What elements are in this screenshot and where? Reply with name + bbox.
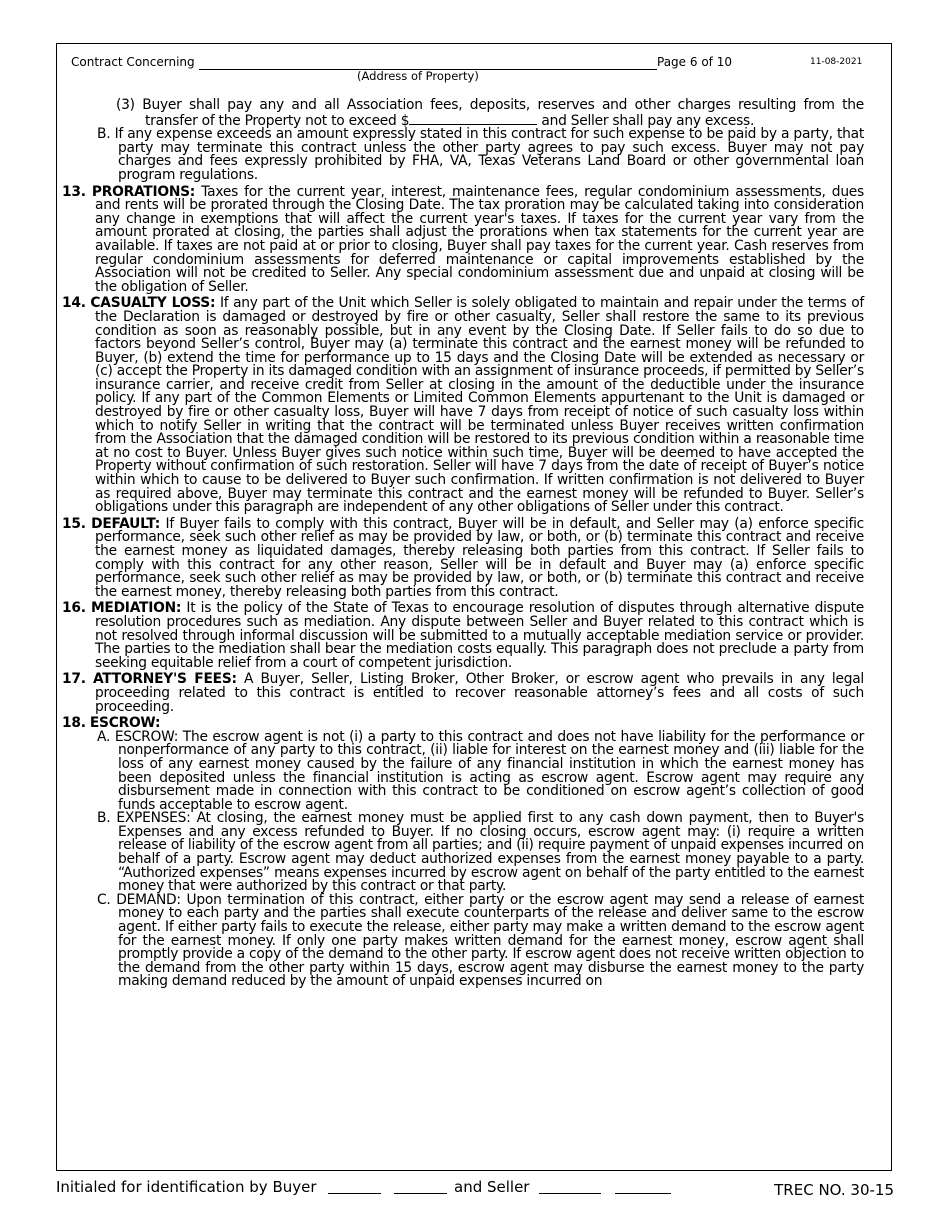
trec-form-number: TREC NO. 30-15 [774, 1181, 894, 1199]
page-footer [56, 1178, 894, 1200]
section-text: If any part of the Unit which Seller is solely obligated to maintain and repair under the terms of the Declaration is damaged or destroyed by fire or other casualty, Seller shall restore the same to its previous condition as soon as reasonably possible, but in any event by the Closing Date. If Seller fails to do so due to factors beyond Seller’s control, Buyer may (a) terminate this contract and the earnest money will be refunded to Buyer, (b) extend the time for performance up to 15 days and the Closing Date will be extended as necessary or (c) accept the Property in its damaged condition with an assignment of insurance proceeds, if permitted by Seller’s insurance carrier, and receive credit from Seller at closing in the amount of the deductible under the insurance policy. If any part of the Common Elements or Limited Common Elements appurtenant to the Unit is damaged or destroyed by fire or other casualty loss, Buyer will have 7 days from receipt of notice of such casualty loss within which to notify Seller in writing that the contract will be terminated unless Buyer receives written confirmation from the Association that the damaged condition will be restored to its previous condition within a reasonable time at no cost to Buyer. Unless Buyer gives such notice within such time, Buyer will be deemed to have accepted the Property without confirmation of such restoration. Seller will have 7 days from the date of receipt of Buyer’s notice within which to cause to be delivered to Buyer such confirmation. If written confirmation is not delivered to Buyer as required above, Buyer may terminate this contract and the earnest money will be refunded to Buyer. Seller’s obligations under this paragraph are independent of any other obligations of Seller under this contract. [95, 295, 864, 516]
item-text-cont: and Seller shall pay any excess. [537, 112, 755, 129]
section-text: It is the policy of the State of Texas to encourage resolution of disputes through alternative dispute resolution procedures such as mediation. Any dispute between Seller and Buyer related to this contract which is not resolved through informal discussion will be submitted to a mutually acceptable mediation service or provider. The parties to the mediation shall bear the mediation costs equally. This paragraph does not preclude a party from seeking equitable relief from a court of competent jurisdiction. [95, 600, 864, 671]
item-label: B. [97, 126, 111, 143]
buyer-initial-1-field[interactable] [328, 1193, 381, 1194]
buyer-initial-2-field[interactable] [394, 1193, 447, 1194]
paragraph-13-prorations [62, 183, 864, 295]
section-heading: MEDIATION: [90, 600, 182, 617]
paragraph-18-c [62, 891, 864, 990]
paragraph-17-attorneys-fees [62, 673, 864, 714]
item-text: Buyer shall pay any and all Association fees, deposits, reserves and other charges resulting from the transfer of the Property not to exceed $ [142, 97, 864, 129]
section-text: If Buyer fails to comply with this contract, Buyer will be in default, and Seller may (a) enforce specific performance, seek such other relief as may be provided by law, or both, or (b) terminate this contract and receive the earnest money as liquidated damages, thereby releasing both parties from this contract. If Seller fails to comply with this contract for any other reason, Seller will be in default and Buyer may (a) enforce specific performance, seek such other relief as may be provided by law, or both, or (b) terminate this contract and receive the earnest money, thereby releasing both parties from this contract. [95, 515, 865, 600]
paragraph-14-casualty-loss [62, 297, 864, 515]
section-number: 18. [62, 715, 86, 732]
item-text: DEMAND: Upon termination of this contract, either party or the escrow agent may send a release of earnest money to each party and the parties shall execute counterparts of the release and deliver same to the escrow agent. If either party fails to execute the release, either party may make a written demand to the escrow agent for the earnest money. If only one party makes written demand for the earnest money, escrow agent shall promptly provide a copy of the demand to the other party. If escrow agent does not receive written objection to the demand from the other party within 15 days, escrow agent may disburse the earnest money to the party making demand reduced by the amount of unpaid expenses incurred on [116, 891, 864, 990]
item-label: (3) [116, 97, 135, 113]
section-number: 15. [62, 515, 86, 532]
paragraph-18-b [62, 812, 864, 894]
paragraph-12-a-3 [62, 99, 864, 128]
item-text: ESCROW: The escrow agent is not (i) a party to this contract and does not have liability for the performance or nonperformance of any party to this contract, (ii) liable for interest on the earnest money and (iii) liable for the loss of any earnest money caused by the failure of any financial institution in which the earnest money has been deposited unless the financial institution is acting as escrow agent. Escrow agent may require any disbursement made in connection with this contract to be conditioned on escrow agent’s collection of good funds acceptable to escrow agent. [114, 728, 864, 813]
item-label: B. [97, 810, 111, 827]
paragraph-16-mediation [62, 602, 864, 670]
address-caption: (Address of Property) [357, 69, 479, 83]
section-heading: CASUALTY LOSS: [90, 295, 216, 312]
item-label: A. [97, 728, 111, 745]
section-number: 14. [62, 295, 86, 312]
page-header [71, 55, 879, 83]
page-number: Page 6 of 10 [657, 55, 732, 69]
section-number: 13. [62, 183, 86, 200]
section-heading: ESCROW: [89, 715, 161, 732]
page-frame [56, 43, 892, 1171]
item-text: EXPENSES: At closing, the earnest money must be applied first to any cash down payment, then to Buyer's Expenses and any excess refunded to Buyer. If no closing occurs, escrow agent may: (i) require a written release of liability of the escrow agent from all parties; and (ii) require payment of unpaid expenses incurred on behalf of a party. Escrow agent may deduct authorized expenses from the earnest money payable to a party. “Authorized expenses” means expenses incurred by escrow agent on behalf of the party entitled to the earnest money that were authorized by this contract or that party. [116, 810, 864, 895]
section-heading: DEFAULT: [91, 515, 161, 532]
contract-concerning-label: Contract Concerning [71, 55, 195, 69]
paragraph-18-a [62, 728, 864, 813]
and-seller-label: and Seller [454, 1178, 530, 1196]
section-number: 16. [62, 600, 86, 617]
association-fee-cap-blank[interactable] [409, 113, 537, 125]
section-text: Taxes for the current year, interest, maintenance fees, regular condominium assessments, dues and rents will be prorated through the Closing Date. The tax proration may be calculated taking into consideration any change in exemptions that will affect the current year's taxes. If taxes for the current year vary from the amount prorated at closing, the parties shall adjust the prorations when tax statements for the current year are available. If taxes are not paid at or prior to closing, Buyer shall pay taxes for the current year. Cash reserves from regular condominium assessments for deferred maintenance or capital improvements established by the Association will not be credited to Seller. Any special condominium assessment due and unpaid at closing will be the obligation of Seller. [95, 183, 864, 295]
contract-body [62, 99, 864, 989]
section-number: 17. [62, 671, 86, 688]
form-date: 11-08-2021 [810, 57, 863, 67]
item-label: C. [97, 891, 111, 908]
paragraph-15-default [62, 515, 865, 600]
seller-initial-2-field[interactable] [615, 1193, 671, 1194]
section-text: A Buyer, Seller, Listing Broker, Other Broker, or escrow agent who prevails in any legal proceeding related to this contract is entitled to recover reasonable attorney’s fees and all costs of such proceeding. [95, 671, 864, 715]
section-heading: ATTORNEY'S FEES: [92, 671, 237, 688]
seller-initial-1-field[interactable] [539, 1193, 601, 1194]
item-text: If any expense exceeds an amount expressly stated in this contract for such expense to be paid by a party, that party may terminate this contract unless the other party agrees to pay such excess. Buyer may not pay charges and fees expressly prohibited by FHA, VA, Texas Veterans Land Board or other governmental loan program regulations. [114, 126, 865, 183]
section-heading: PRORATIONS: [91, 183, 196, 200]
paragraph-12-b [62, 128, 864, 182]
initialed-label: Initialed for identification by Buyer [56, 1178, 317, 1196]
